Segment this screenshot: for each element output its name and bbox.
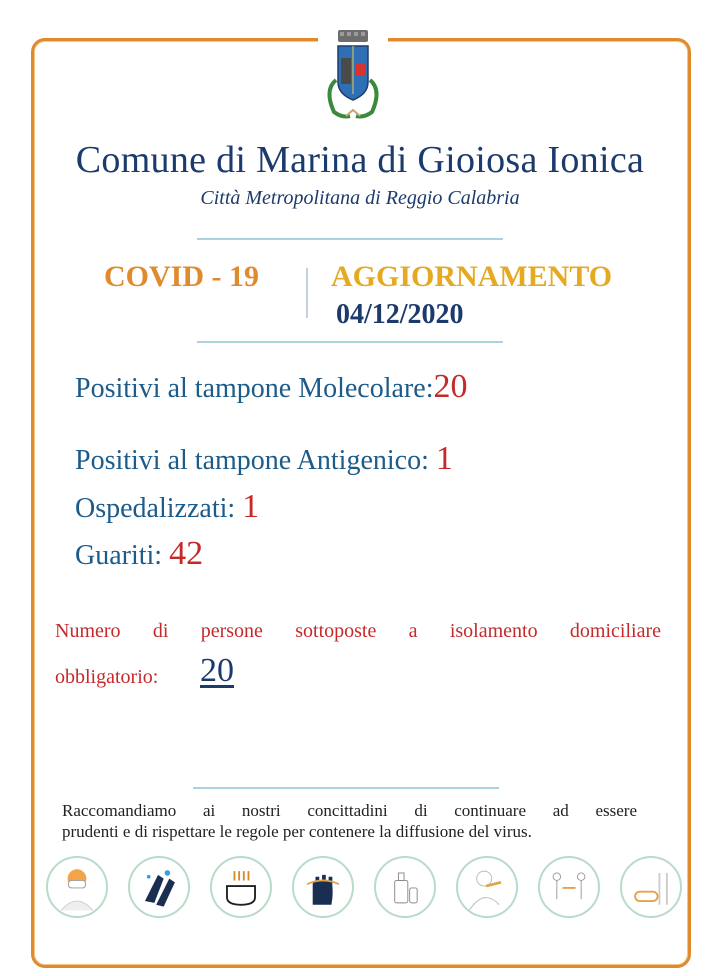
vertical-separator [306, 268, 308, 318]
stat-molecular [75, 368, 467, 406]
municipal-crest-icon [318, 28, 388, 122]
recommendation-line-1: Raccomandiamo ai nostri concittadini di continuare ad essere [62, 801, 637, 820]
municipality-title: Comune di Marina di Gioiosa Ionica [75, 139, 645, 181]
divider-top [197, 238, 503, 240]
stat-hospitalized [75, 488, 259, 526]
isolation-label: obbligatorio: [55, 666, 159, 688]
stat-value: 42 [169, 535, 204, 572]
stat-label: Guariti: [75, 540, 163, 571]
stat-antigen [75, 440, 453, 478]
hand-soap-icon [292, 856, 354, 918]
recommendation-line-2: prudenti e di rispettare le regole per contenere la diffusione del virus. [62, 822, 532, 841]
stat-label: Ospedalizzati: [75, 493, 236, 524]
sanitize-objects-icon [210, 856, 272, 918]
stat-value: 1 [435, 440, 453, 477]
divider-bottom [193, 787, 499, 789]
stat-label: Positivi al tampone Antigenico: [75, 445, 429, 476]
stat-value: 20 [433, 368, 468, 405]
stat-value: 1 [242, 488, 260, 525]
face-mask-icon [46, 856, 108, 918]
cough-elbow-icon [456, 856, 518, 918]
isolation-text: Numero di persone sottoposte a isolamento domiciliare [55, 620, 661, 642]
no-contact-icon [620, 856, 682, 918]
stat-label: Positivi al tampone Molecolare: [75, 373, 434, 404]
metro-city-subtitle: Città Metropolitana di Reggio Calabria [200, 187, 520, 209]
isolation-value: 20 [200, 652, 234, 689]
social-distance-icon [538, 856, 600, 918]
prevention-icons [46, 856, 676, 926]
sanitizer-bottle-icon [374, 856, 436, 918]
update-label: AGGIORNAMENTO [331, 260, 613, 293]
stat-recovered [75, 535, 203, 573]
covid-label: COVID - 19 [104, 260, 259, 293]
hand-wash-icon [128, 856, 190, 918]
update-date: 04/12/2020 [336, 299, 464, 330]
divider-middle [197, 341, 503, 343]
